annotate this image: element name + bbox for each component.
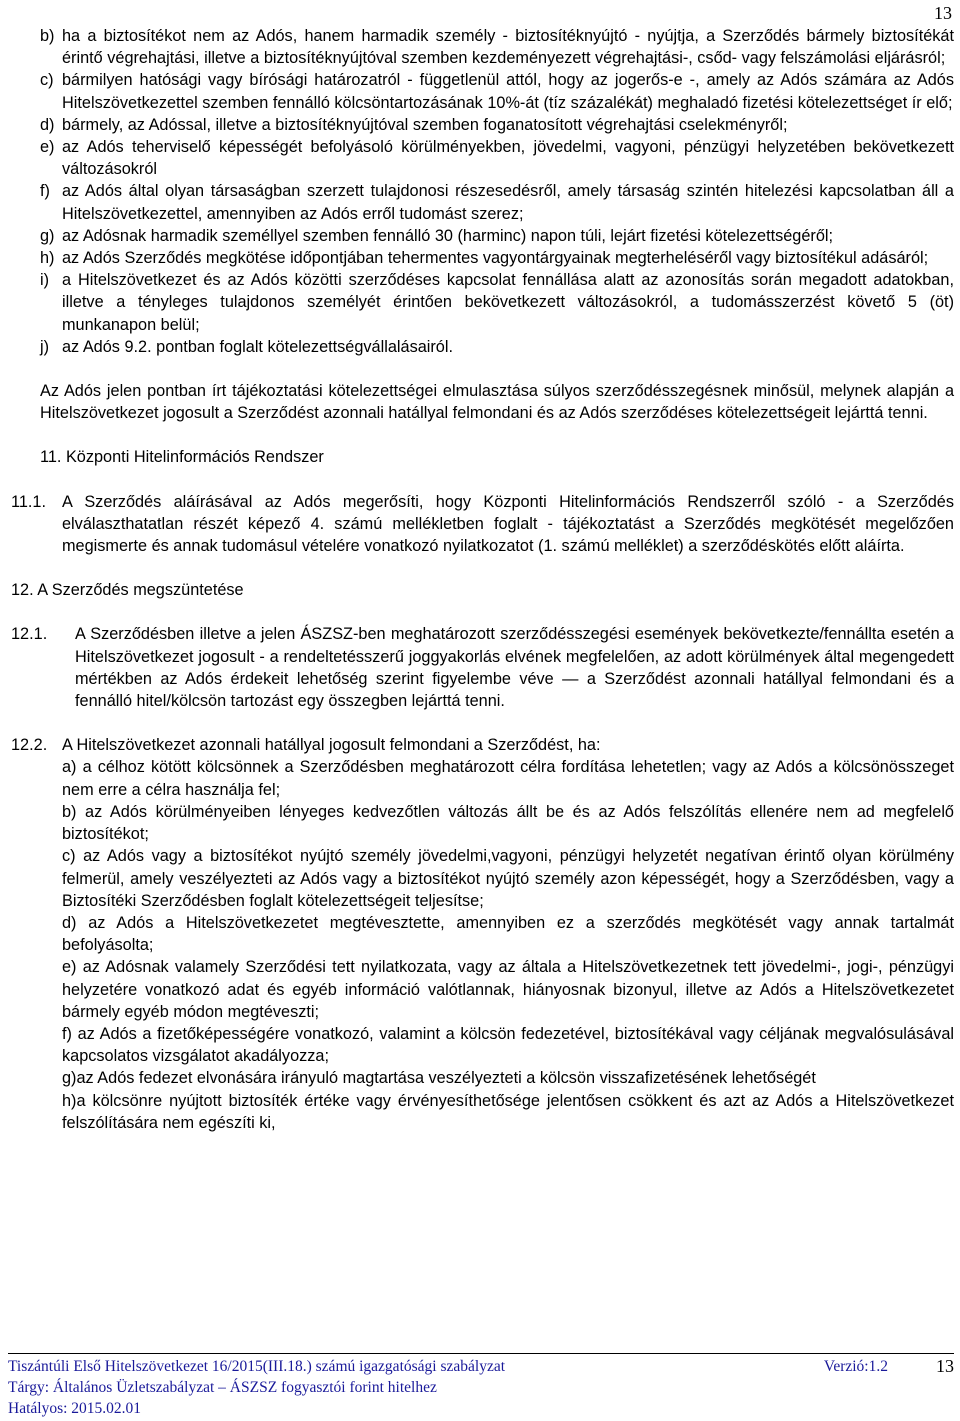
section-11-heading: 11. Központi Hitelinformációs Rendszer	[40, 448, 324, 467]
list-item	[40, 225, 954, 247]
list-item: g)az Adós fedezet elvonására irányuló magtartása veszélyezteti a kölcsön visszafizetésének lehetőségét	[62, 1069, 816, 1088]
breach-paragraph: Az Adós jelen pontban írt tájékoztatási kötelezettségei elmulasztása súlyos szerződésszegésnek minősül, melynek alapján a Hitelszövetkezet jogosult a Szerződést azonnali hatállyal felmondani és az Adós szerződéses kötelezettségeit lejárttá tenni.	[40, 382, 954, 423]
section-12-1-label: 12.1.	[11, 625, 48, 644]
section-12-1-text: A Szerződésben illetve a jelen ÁSZSZ-ben meghatározott szerződésszegési események bekövetkezte/fennállta esetén a Hitelszövetkezet jogosult - a rendeltetésszerű joggyakorlás elvének megfelelően, az adott körülmények által megengedett mértékben az Adós érdekeit lehetőség szerint figyelembe véve — a Szerződést azonnali hatállyal felmondani és a fennálló hitel/kölcsön tartozást egy összegben lejárttá tenni.	[75, 625, 954, 711]
page-footer	[8, 1353, 954, 1419]
footer-subject: Tárgy: Általános Üzletszabályzat – ÁSZSZ fogyasztói forint hitelhez	[8, 1379, 437, 1396]
footer-page-number: 13	[936, 1356, 954, 1376]
list-item-text: ha a biztosítékot nem az Adós, hanem harmadik személy - biztosítéknyújtó - nyújtja, a Szerződés bármely biztosítékát érintő végrehajtási, illetve a biztosítéknyújtóval szemben kezdeményezett végrehajtási-, csőd- vagy felszámolási eljárásról;	[62, 27, 954, 68]
list-item-label: f)	[40, 182, 50, 201]
list-item-label: g)	[40, 226, 55, 245]
section-12-1	[11, 623, 954, 712]
list-item-label: e)	[40, 138, 55, 157]
list-item-label: i)	[40, 271, 50, 290]
list-item: d) az Adós a Hitelszövetkezetet megtévesztette, amennyiben ez a szerződés megkötését vagy annak tartalmát befolyásolta;	[62, 913, 954, 955]
list-item: e) az Adósnak valamely Szerződési tett nyilatkozata, vagy az általa a Hitelszövetkezetnek tett jövedelmi-, jogi-, pénzügyi helyzetére vonatkozó adat és egyéb információ valótlannak, hiányosnak bizonyul, illetve az Adós a Hitelszövetkezetet bármely egyéb módon megtéveszti;	[62, 958, 954, 1021]
termination-reasons-list	[62, 756, 954, 1133]
footer-effective-date: Hatályos: 2015.02.01	[8, 1400, 142, 1417]
list-item	[40, 114, 954, 136]
list-item	[40, 25, 954, 69]
list-item	[40, 136, 954, 180]
list-item	[40, 247, 954, 269]
section-12-2-label: 12.2.	[11, 736, 48, 755]
list-item	[40, 269, 954, 336]
list-item	[40, 69, 954, 113]
list-item: a) a célhoz kötött kölcsönnek a Szerződésben meghatározott célra fordítása lehetetlen; vagy az Adós a kölcsönösszeget nem erre a célra használja fel;	[62, 758, 954, 799]
notification-items-list	[40, 25, 954, 358]
section-11-1-label: 11.1.	[11, 492, 47, 511]
footer-version: Verzió:1.2	[823, 1358, 888, 1375]
list-item-label: h)	[40, 249, 55, 268]
list-item-text: az Adós 9.2. pontban foglalt kötelezettségvállalásairól.	[62, 337, 454, 356]
list-item-text: a Hitelszövetkezet és az Adós közötti szerződéses kapcsolat fennállása alatt az azonosítás során megadott adatokban, illetve a tényleges tulajdonos személyét érintően bekövetkezett változásokról, a tudomásszerzést követő 5 (öt) munkanapon belül;	[62, 271, 954, 334]
list-item-label: j)	[40, 337, 50, 356]
section-11-1	[11, 491, 954, 558]
section-12-heading: 12. A Szerződés megszüntetése	[11, 581, 244, 600]
list-item: h)a kölcsönre nyújtott biztosíték értéke vagy érvényesíthetősége jelentősen csökkent és azt az Adós a Hitelszövetkezet felszólítására nem egészíti ki,	[62, 1091, 954, 1132]
list-item-text: bármilyen hatósági vagy bírósági határozatról - függetlenül attól, hogy az jogerős-e -, amely az Adós számára az Adós Hitelszövetkezettel szemben fennálló kölcsöntartozásának 10%-át (tíz százalékát) meghaladó fizetési kötelezettséget ír elő;	[62, 71, 954, 112]
list-item-text: bármely, az Adóssal, illetve a biztosítéknyújtóval szemben foganatosított végrehajtási cselekményről;	[62, 115, 788, 134]
section-11-1-text: A Szerződés aláírásával az Adós megerősíti, hogy Központi Hitelinformációs Rendszerről szóló - a Szerződés elválaszthatatlan részét képező 4. számú mellékletben foglalt - tájékoztatást a Szerződés megkötését megelőzően megismerte és annak tudomásul vételére vonatkozó nyilatkozatot (1. számú melléklet) a szerződéskötés előtt aláírta.	[62, 492, 954, 556]
list-item-text: az Adós Szerződés megkötése időpontjában tehermentes vagyontárgyainak megterheléséről vagy biztosítékul adásáról;	[62, 249, 929, 268]
list-item-label: b)	[40, 27, 55, 45]
list-item: b) az Adós körülményeiben lényeges kedvezőtlen változás állt be és az Adós felszólítás ellenére nem ad megfelelő biztosítékot;	[62, 802, 954, 844]
list-item-text: az Adósnak harmadik személlyel szemben fennálló 30 (harminc) napon túli, lejárt fizetési kötelezettségéről;	[62, 226, 834, 245]
list-item: c) az Adós vagy a biztosítékot nyújtó személy jövedelmi,vagyoni, pénzügyi helyzetét negatívan érintő olyan körülmény felmerül, amely veszélyezteti az Adós vagy a biztosítékot nyújtó személy azon képességét, hogy a Szerződésben, vagy a Biztosítéki Szerződésben foglalt kötelezettségeit teljesítse;	[62, 847, 954, 910]
section-12-2	[11, 734, 954, 756]
list-item: f) az Adós a fizetőképességére vonatkozó, valamint a kölcsön fedezetével, biztosítékával vagy céljának megvalósulásával kapcsolatos vizsgálatot akadályozza;	[62, 1024, 954, 1066]
document-body	[11, 25, 954, 1134]
section-12-2-intro: A Hitelszövetkezet azonnali hatállyal jogosult felmondani a Szerződést, ha:	[62, 736, 601, 755]
list-item-text: az Adós által olyan társaságban szerzett tulajdonosi részesedésről, amely társaság szintén hitelezési kapcsolatban áll a Hitelszövetkezettel, amennyiben az Adós erről tudomást szerez;	[62, 182, 954, 223]
list-item-label: d)	[40, 115, 55, 134]
footer-regulation-title: Tiszántúli Első Hitelszövetkezet 16/2015(III.18.) számú igazgatósági szabályzat	[8, 1358, 506, 1375]
list-item	[40, 180, 954, 224]
list-item-label: c)	[40, 71, 54, 90]
list-item	[40, 336, 954, 358]
list-item-text: az Adós teherviselő képességét befolyásoló körülményekben, jövedelmi, vagyoni, pénzügyi helyzetében bekövetkezett változásokról	[62, 138, 954, 179]
page-number-top: 13	[934, 3, 952, 23]
